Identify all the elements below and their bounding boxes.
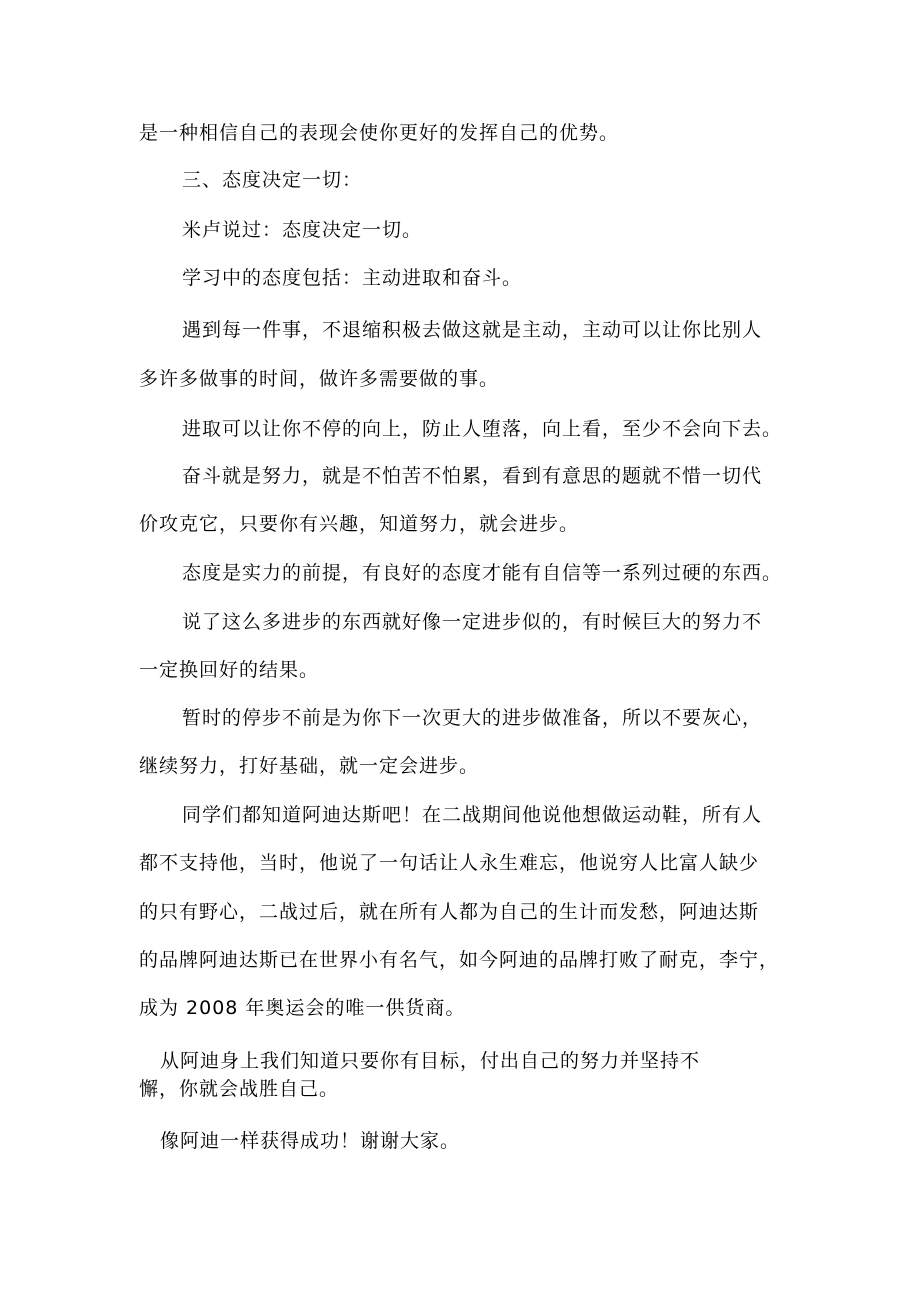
body-line: 多许多做事的时间，做许多需要做的事。: [139, 368, 500, 390]
body-line: 暂时的停步不前是为你下一次更大的进步做准备，所以不要灰心，: [182, 707, 763, 729]
body-line: 态度是实力的前提，有良好的态度才能有自信等一系列过硬的东西。: [182, 562, 783, 584]
body-line: 都不支持他，当时，他说了一句话让人永生难忘，他说穷人比富人缺少: [139, 852, 760, 874]
body-line: 继续努力，打好基础，就一定会进步。: [139, 755, 480, 777]
body-line: 奋斗就是努力，就是不怕苦不怕累，看到有意思的题就不惜一切代: [182, 465, 763, 487]
body-line: 学习中的态度包括：主动进取和奋斗。: [182, 267, 523, 289]
body-line: 米卢说过：态度决定一切。: [182, 219, 423, 241]
body-line: 说了这么多进步的东西就好像一定进步似的，有时候巨大的努力不: [182, 611, 763, 633]
section-heading: 三、态度决定一切：: [182, 169, 363, 191]
body-line: 的只有野心，二战过后，就在所有人都为自己的生计而发愁，阿迪达斯: [139, 901, 760, 923]
body-line: 进取可以让你不停的向上，防止人堕落，向上看，至少不会向下去。: [182, 418, 783, 440]
body-line: 价攻克它，只要你有兴趣，知道努力，就会进步。: [139, 513, 580, 535]
body-line: 遇到每一件事，不退缩积极去做这就是主动，主动可以让你比别人: [182, 319, 763, 341]
body-line: 是一种相信自己的表现会使你更好的发挥自己的优势。: [139, 122, 620, 144]
body-line: 成为 2008 年奥运会的唯一供货商。: [139, 997, 466, 1019]
body-line: 同学们都知道阿迪达斯吧！在二战期间他说他想做运动鞋，所有人: [182, 804, 763, 826]
body-line: 一定换回好的结果。: [139, 659, 320, 681]
body-line: 像阿迪一样获得成功！谢谢大家。: [160, 1130, 461, 1152]
body-line: 懈，你就会战胜自己。: [139, 1078, 340, 1100]
body-line: 的品牌阿迪达斯已在世界小有名气，如今阿迪的品牌打败了耐克，李宁，: [139, 949, 780, 971]
body-line: 从阿迪身上我们知道只要你有目标，付出自己的努力并坚持不: [160, 1050, 701, 1072]
